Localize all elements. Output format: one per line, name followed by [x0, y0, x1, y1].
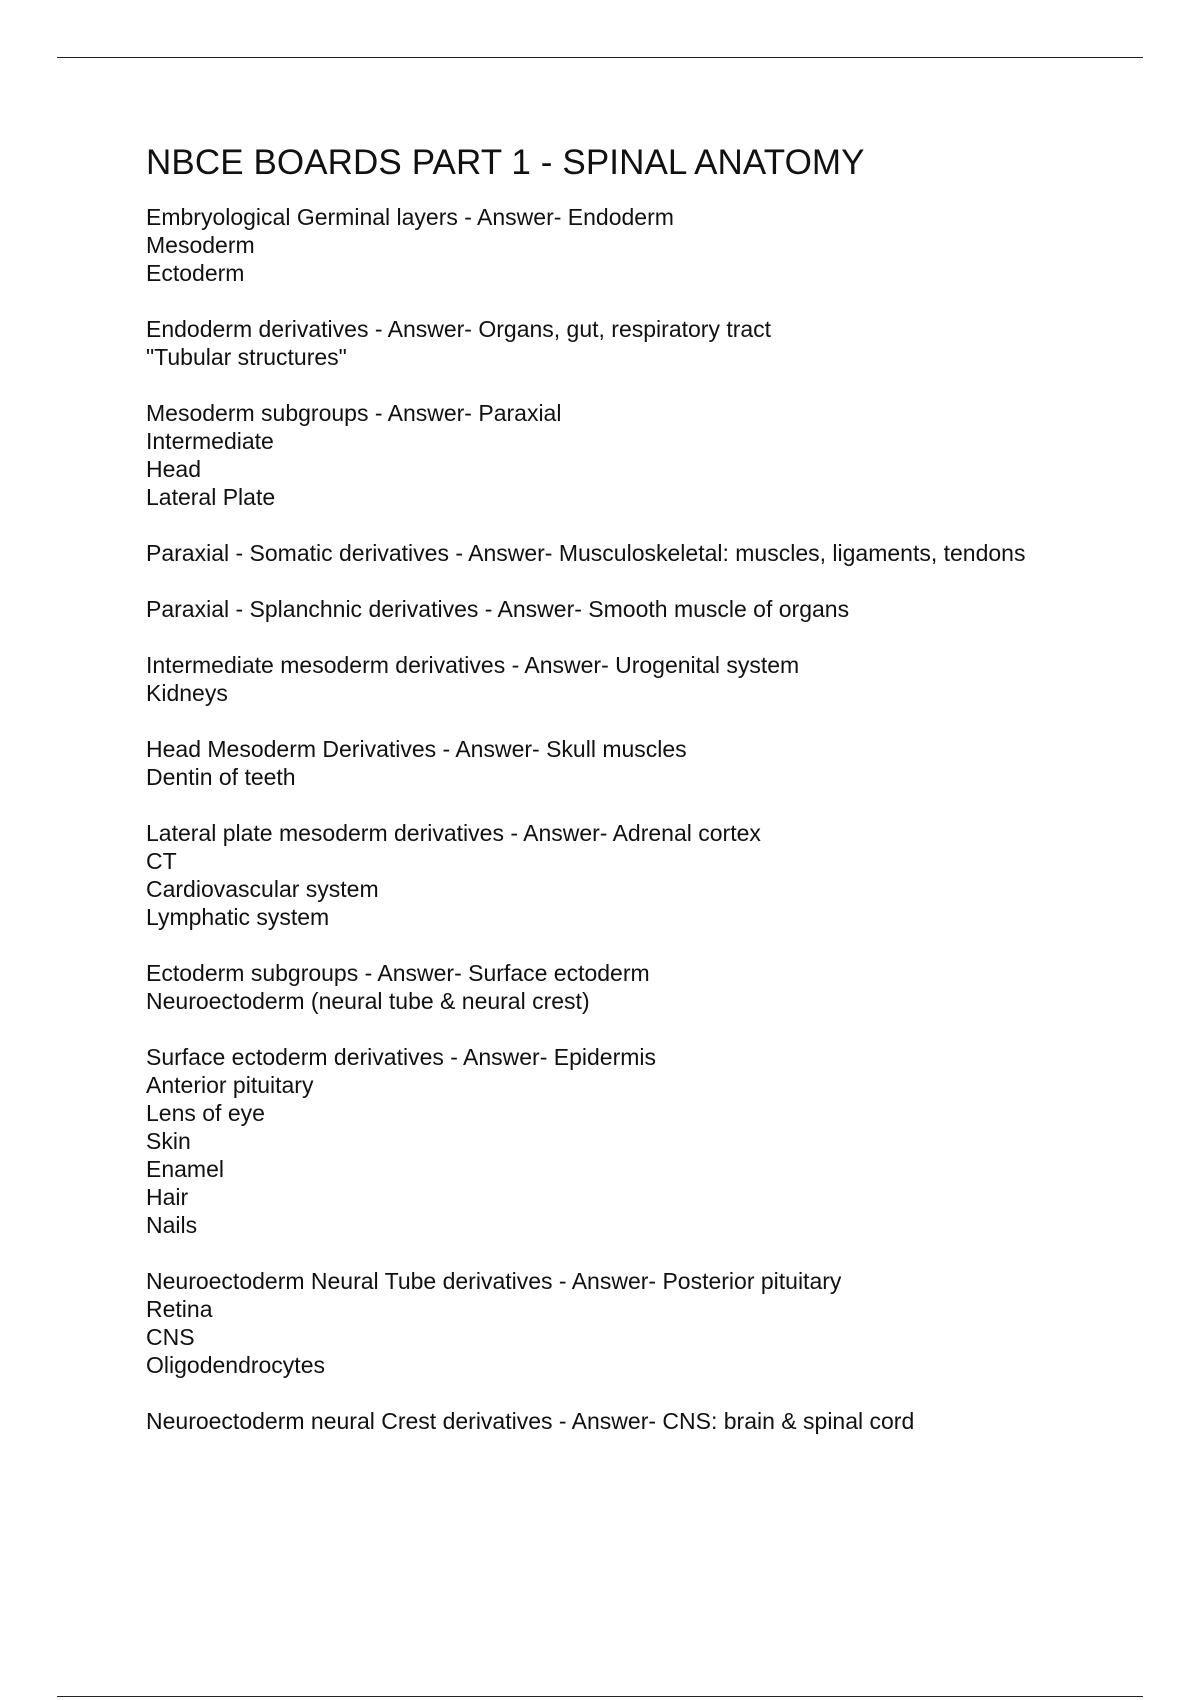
qa-entry-question-line: Paraxial - Somatic derivatives - Answer- Musculoskeletal: muscles, ligaments, tendons	[146, 540, 1026, 566]
qa-entry-answer-line: Kidneys	[146, 680, 228, 706]
qa-entry-answer-line: Skin	[146, 1128, 191, 1154]
qa-entry-answer-line: Neuroectoderm (neural tube & neural crest)	[146, 988, 590, 1014]
qa-entry-answer-line: Dentin of teeth	[146, 764, 296, 790]
qa-entry-question-line: Surface ectoderm derivatives - Answer- Epidermis	[146, 1044, 657, 1070]
qa-entry-question-line: Intermediate mesoderm derivatives - Answer- Urogenital system	[146, 652, 800, 678]
qa-entry-answer-line: "Tubular structures"	[146, 344, 347, 370]
qa-entry-answer-line: Anterior pituitary	[146, 1072, 314, 1098]
document-body	[146, 143, 1146, 1463]
qa-entry-question-line: Endoderm derivatives - Answer- Organs, gut, respiratory tract	[146, 316, 772, 342]
qa-entry-list	[146, 203, 1146, 1435]
qa-entry-answer-line: Retina	[146, 1296, 213, 1322]
qa-entry-answer-line: Intermediate	[146, 428, 274, 454]
qa-entry-answer-line: Lens of eye	[146, 1100, 265, 1126]
qa-entry	[146, 399, 1146, 511]
qa-entry	[146, 203, 1146, 287]
qa-entry-answer-line: CNS	[146, 1324, 195, 1350]
header-rule	[57, 57, 1143, 58]
qa-entry-answer-line: Ectoderm	[146, 260, 245, 286]
qa-entry-answer-line: Head	[146, 456, 201, 482]
qa-entry-answer-line: Cardiovascular system	[146, 876, 379, 902]
qa-entry	[146, 539, 1146, 567]
qa-entry	[146, 315, 1146, 371]
qa-entry-question-line: Ectoderm subgroups - Answer- Surface ectoderm	[146, 960, 650, 986]
qa-entry	[146, 959, 1146, 1015]
qa-entry	[146, 735, 1146, 791]
qa-entry-question-line: Embryological Germinal layers - Answer- Endoderm	[146, 204, 674, 230]
qa-entry	[146, 819, 1146, 931]
qa-entry-question-line: Neuroectoderm neural Crest derivatives - Answer- CNS: brain & spinal cord	[146, 1408, 915, 1434]
qa-entry-question-line: Head Mesoderm Derivatives - Answer- Skull muscles	[146, 736, 687, 762]
qa-entry-answer-line: Hair	[146, 1184, 189, 1210]
qa-entry-answer-line: Oligodendrocytes	[146, 1352, 325, 1378]
qa-entry-answer-line: Mesoderm	[146, 232, 255, 258]
qa-entry-question-line: Mesoderm subgroups - Answer- Paraxial	[146, 400, 562, 426]
qa-entry-answer-line: Nails	[146, 1212, 198, 1238]
qa-entry-question-line: Lateral plate mesoderm derivatives - Answer- Adrenal cortex	[146, 820, 761, 846]
qa-entry-answer-line: Lateral Plate	[146, 484, 276, 510]
qa-entry	[146, 595, 1146, 623]
qa-entry-answer-line: Lymphatic system	[146, 904, 330, 930]
qa-entry-answer-line: Enamel	[146, 1156, 224, 1182]
qa-entry	[146, 1267, 1146, 1379]
qa-entry	[146, 1407, 1146, 1435]
qa-entry-question-line: Paraxial - Splanchnic derivatives - Answer- Smooth muscle of organs	[146, 596, 850, 622]
page-title: NBCE BOARDS PART 1 - SPINAL ANATOMY	[146, 143, 865, 182]
qa-entry-question-line: Neuroectoderm Neural Tube derivatives - Answer- Posterior pituitary	[146, 1268, 842, 1294]
qa-entry	[146, 1043, 1146, 1239]
qa-entry-answer-line: CT	[146, 848, 177, 874]
qa-entry	[146, 651, 1146, 707]
footer-rule	[57, 1696, 1143, 1697]
